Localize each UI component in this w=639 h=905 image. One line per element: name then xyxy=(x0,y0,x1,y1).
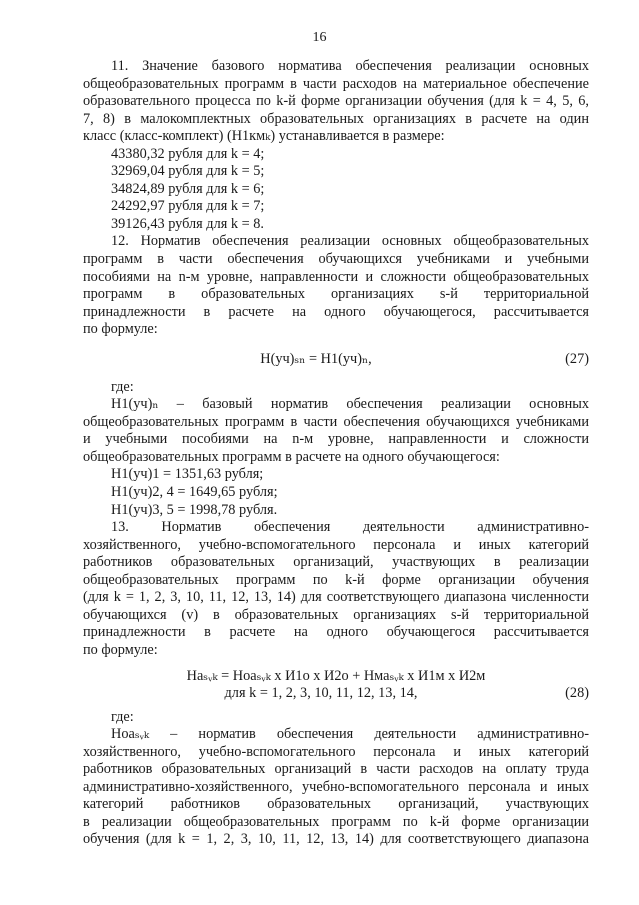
text-line: обучения (для k = 1, 2, 3, 10, 11, 12, 13, 14) для соответствующего диапазона xyxy=(83,831,589,848)
formula-condition: для k = 1, 2, 3, 10, 11, 12, 13, 14, xyxy=(224,685,418,702)
text-line: работников образовательных организаций в части расходов на оплату труда xyxy=(83,761,589,778)
formula-text: Н(уч)ₛₙ = Н1(уч)ₙ, xyxy=(260,350,372,367)
value-line: Н1(уч)1 = 1351,63 рубля; xyxy=(111,466,264,483)
value-line: 43380,32 рубля для k = 4; xyxy=(111,145,265,162)
text-line: Ноаₛᵥₖ – норматив обеспечения деятельности административно- xyxy=(111,726,589,743)
text-line: по формуле: xyxy=(83,641,158,658)
value-line: Н1(уч)2, 4 = 1649,65 рубля; xyxy=(111,484,278,501)
value-line: 34824,89 рубля для k = 6; xyxy=(111,180,265,197)
value-line: 24292,97 рубля для k = 7; xyxy=(111,198,265,215)
value-line: Н1(уч)3, 5 = 1998,78 рубля. xyxy=(111,501,278,518)
text-line: образовательного процесса по k-й форме организации обучения (для k = 4, 5, 6, xyxy=(83,93,589,110)
text-line: принадлежности в расчете на одного обучающегося, рассчитывается xyxy=(83,303,589,320)
text-line: административно-хозяйственного, учебно-вспомогательного персонала и иных xyxy=(83,778,589,795)
definition-27 xyxy=(83,396,589,519)
formula-number: (28) xyxy=(565,685,589,702)
page-number: 16 xyxy=(312,30,327,45)
text-line: 7, 8) в малокомплектных образовательных организациях в расчете на один xyxy=(83,110,589,127)
text-line: работников образовательных организаций, участвующих в реализации xyxy=(83,554,589,571)
formula-27 xyxy=(83,347,589,373)
document-body xyxy=(83,58,589,849)
text-line: программ в части обеспечения обучающихся учебниками и учебными xyxy=(83,251,589,268)
text-line: и учебными пособиями на n-м уровне, направленности и сложности xyxy=(83,431,589,448)
paragraph-13 xyxy=(83,519,589,659)
text-line: программ в образовательных организациях s-й территориальной xyxy=(83,286,589,303)
text-line: общеобразовательных программ в расчете на одного обучающегося: xyxy=(83,448,500,465)
text-line: в реализации общеобразовательных программ по k-й форме организации xyxy=(83,813,589,830)
formula-text: Наₛᵥₖ = Ноаₛᵥₖ х И1о х И2о + Нмаₛᵥₖ х И1м х И2м xyxy=(186,667,486,684)
text-line: 11. Значение базового норматива обеспечения реализации основных xyxy=(111,58,589,74)
text-line: обучающихся (v) в образовательных организациях s-й территориальной xyxy=(83,606,589,623)
text-line: (для k = 1, 2, 3, 10, 11, 12, 13, 14) для соответствующего диапазона численности xyxy=(83,589,589,606)
text-line: хозяйственного, учебно-вспомогательного персонала и иных категорий xyxy=(83,536,589,553)
text-line: Н1(уч)ₙ – базовый норматив обеспечения реализации основных xyxy=(111,396,589,413)
where-label: где: xyxy=(111,708,134,725)
text-line: общеобразовательных программ по k-й форме организации обучения xyxy=(83,571,589,588)
text-line: категорий работников образовательных организаций, участвующих xyxy=(83,796,589,813)
formula-number: (27) xyxy=(565,350,589,367)
text-line: принадлежности в расчете на одного обучающегося рассчитывается xyxy=(83,624,589,641)
text-line: по формуле: xyxy=(83,321,158,338)
text-line: общеобразовательных программ в части расходов на материальное обеспечение xyxy=(83,75,589,92)
value-line: 32969,04 рубля для k = 5; xyxy=(111,163,265,180)
text-line: общеобразовательных программ в части обеспечения обучающихся учебниками xyxy=(83,413,589,430)
definition-28 xyxy=(83,726,589,849)
paragraph-12 xyxy=(83,233,589,338)
text-line: 12. Норматив обеспечения реализации основных общеобразовательных xyxy=(111,233,589,250)
text-line: пособиями на n-м уровне, направленности и сложности общеобразовательных xyxy=(83,268,589,285)
where-label: где: xyxy=(111,378,134,395)
formula-28 xyxy=(83,668,589,703)
value-line: 39126,43 рубля для k = 8. xyxy=(111,215,264,232)
text-line: класс (класс-комплект) (Н1кмₖ) устанавливается в размере: xyxy=(83,128,445,145)
text-line: 13. Норматив обеспечения деятельности административно- xyxy=(111,519,589,536)
paragraph-11 xyxy=(83,58,589,233)
text-line: хозяйственного, учебно-вспомогательного персонала и иных категорий xyxy=(83,743,589,760)
